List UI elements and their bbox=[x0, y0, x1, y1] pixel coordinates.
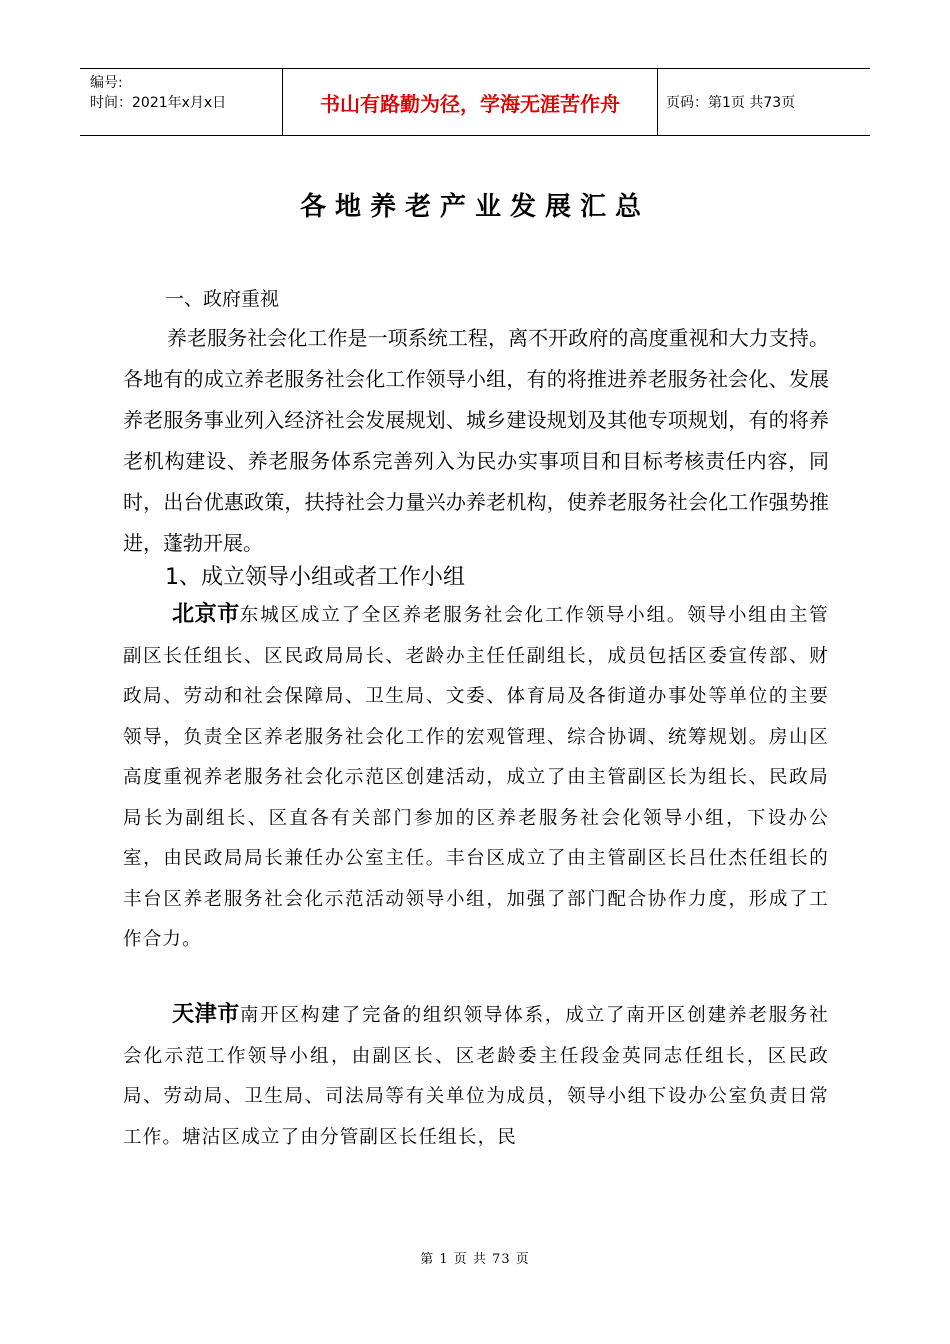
beijing-text: 东城区成立了全区养老服务社会化工作领导小组。领导小组由主管副区长任组长、区民政局局长、老龄办主任任副组长，成员包括区委宣传部、财政局、劳动和社会保障局、卫生局、文委、体育局及各街道办事处等单位的主要领导，负责全区养老服务社会化工作的宏观管理、综合协调、统筹规划。房山区高度重视养老服务社会化示范区创建活动，成立了由主管副区长为组长、民政局局长为副组长、区直各有关部门参加的区养老服务社会化领导小组，下设办公室，由民政局局长兼任办公室主任。丰台区成立了由主管副区长吕仕杰任组长的丰台区养老服务社会化示范活动领导小组，加强了部门配合协作力度，形成了工作合力。 bbox=[123, 605, 829, 950]
subsection-heading-leading-group: 1、成立领导小组或者工作小组 bbox=[165, 565, 465, 590]
header-meta bbox=[80, 69, 282, 135]
document-title: 各地养老产业发展汇总 bbox=[299, 192, 650, 222]
header-motto: 书山有路勤为径，学海无涯苦作舟 bbox=[282, 69, 658, 135]
beijing-paragraph bbox=[123, 595, 829, 961]
section-paragraph: 养老服务社会化工作是一项系统工程，离不开政府的高度重视和大力支持。各地有的成立养老服务社会化工作领导小组，有的将推进养老服务社会化、发展养老服务事业列入经济社会发展规划、城乡建设规划及其他专项规划，有的将养老机构建设、养老服务体系完善列入为民办实事项目和目标考核责任内容，同时，出台优惠政策，扶持社会力量兴办养老机构，使养老服务社会化工作强势推进，蓬勃开展。 bbox=[123, 326, 829, 555]
city-name-beijing: 北京市 bbox=[172, 602, 240, 627]
number-label: 编号: bbox=[90, 75, 123, 91]
section-heading-government: 一、政府重视 bbox=[165, 288, 280, 310]
tianjin-paragraph bbox=[123, 995, 829, 1158]
document-header bbox=[80, 68, 870, 136]
time-label: 时间：2021年x月x日 bbox=[90, 95, 227, 111]
page-footer: 第 1 页 共 73 页 bbox=[420, 1252, 530, 1267]
header-page-info: 页码：第1页 共73页 bbox=[666, 95, 796, 111]
tianjin-text: 南开区构建了完备的组织领导体系，成立了南开区创建养老服务社会化示范工作领导小组，由副区长、区老龄委主任段金英同志任组长，区民政局、劳动局、卫生局、司法局等有关单位为成员，领导小组下设办公室负责日常工作。塘沽区成立了由分管副区长任组长，民 bbox=[123, 1005, 829, 1148]
city-name-tianjin: 天津市 bbox=[172, 1002, 240, 1027]
